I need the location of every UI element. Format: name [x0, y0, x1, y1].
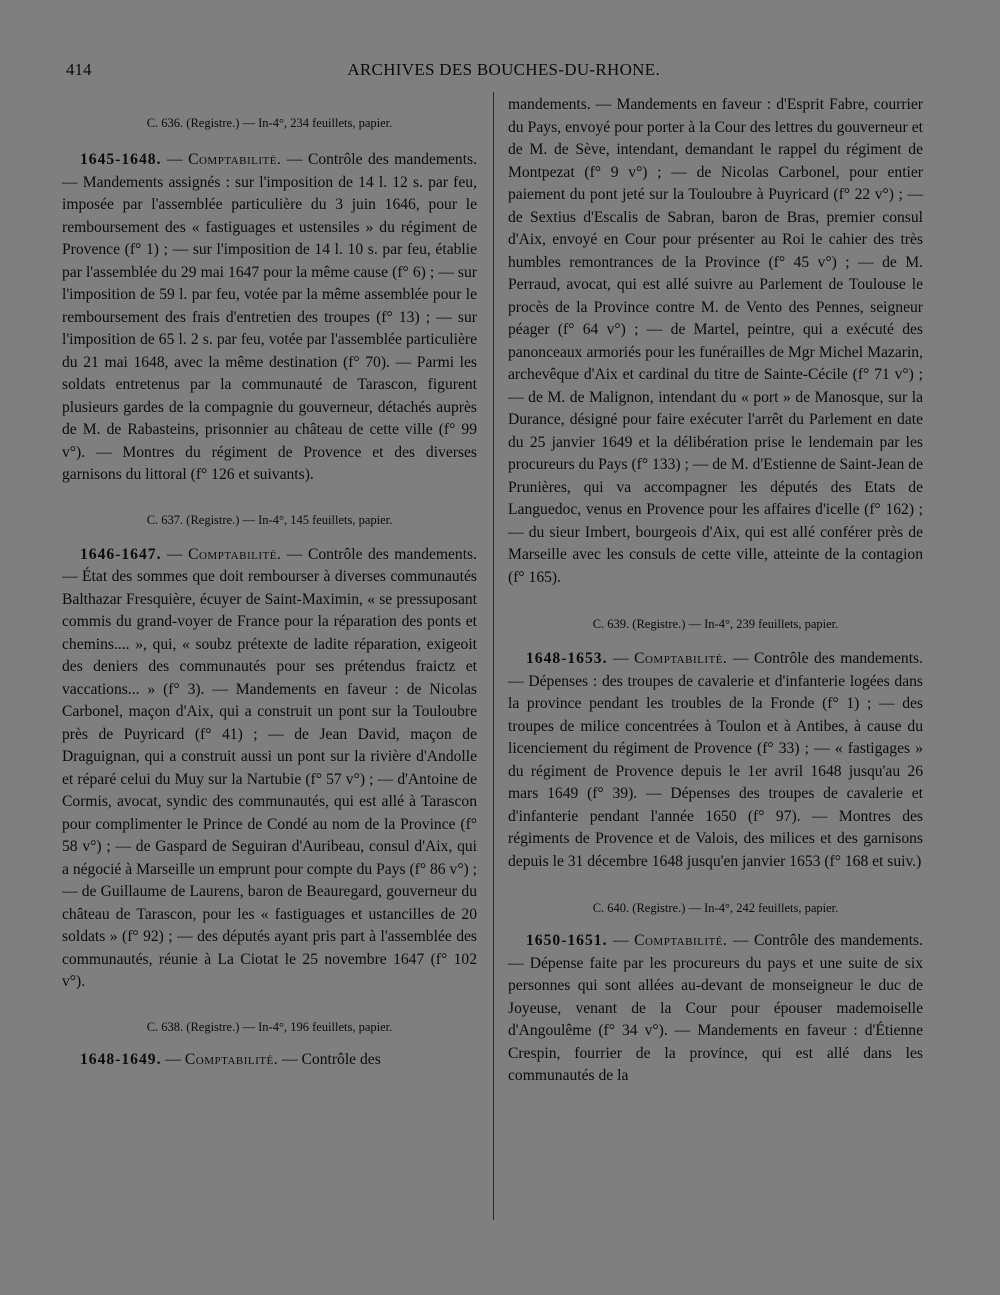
archive-entry: 1648-1649. — Comptabilité. — Contrôle des: [80, 1050, 381, 1068]
entry-category: Comptabilité.: [184, 1050, 279, 1068]
archive-reference: C. 636. (Registre.) — In-4°, 234 feuillets, papier.: [146, 116, 393, 130]
entry-text: — Contrôle des mandements. — État des sommes que doit rembourser à diverses communautés Balthazar Fresquière, écuyer de Saint-Maximin, « se pressuposant commis du grand-voyer de France pour la réparation des ponts et chemins.... », qui, « soubz prétexte de ladite réparation, exigeoit des deniers des communautés pour ses prétendus fraictz et vaccations... » (f° 3). — Mandements en faveur : de Nicolas Carbonel, maçon d'Aix, qui a construit un pont sur la Touloubre près de Puyricard (f° 41) ; — de Jean David, maçon de Draguignan, qui a construit aussi un pont sur la rivière d'Andolle et réparé celui du Muy sur la Nartubie (f° 57 v°) ; — d'Antoine de Cormis, avocat, syndic des communautés, qui est allé à Tarascon pour complimenter le Prince de Condé au nom de la Province (f° 58 v°) ; — de Gaspard de Seguiran d'Auribeau, consul d'Aix, qui a négocié à Marseille un emprunt pour compte du Pays (f° 86 v°) ; — de Guillaume de Laurens, baron de Beauregard, gouverneur du château de Tarascon, pour les « fastiguages et ustancilles de 20 soldats » (f° 92) ; — des députés ayant pris part à l'assemblée des communautés, réunie à La Ciotat le 25 novembre 1647 (f° 102 v°).: [62, 545, 478, 990]
entry-date: 1650-1651.: [526, 932, 608, 949]
running-title: ARCHIVES DES BOUCHES-DU-RHONE.: [347, 60, 660, 79]
archive-reference: C. 637. (Registre.) — In-4°, 145 feuillets, papier.: [146, 512, 393, 527]
archive-entry: 1645-1648. — Comptabilité. — Contrôle des mandements. — Mandements assignés : sur l'imposition de 14 l. 12 s. par feu, imposée par l'assemblée particulière du 3 juin 1646, pour le remboursement des « fastiguages et ustensiles » du régiment de Provence (f° 1) ; — sur l'imposition de 14 l. 10 s. par feu, établie par l'assemblée du 29 mai 1647 pour la même cause (f° 6) ; — sur l'imposition de 59 l. par feu, votée par la même assemblée pour le remboursement des frais d'entretien des troupes (f° 13) ; — sur l'imposition de 65 l. 2 s. par feu, votée par l'assemblée particulière du 21 mai 1648, avec la même destination (f° 70). — Parmi les soldats entretenus par la communauté de Tarascon, figurent plusieurs gardes de la compagnie du gouverneur, détachés auprès de M. de Rabasteins, prisonnier au château de cette ville (f° 99 v°). — Montres du régiment de Provence et des diverses garnisons du littoral (f° 126 et suivants).: [62, 151, 478, 483]
archive-entry: 1650-1651. — Comptabilité. — Contrôle des mandements. — Dépense faite par les procureurs du pays et une suite de six personnes qui sont allées au-devant de monseigneur le duc de Joyeuse, venant de la Cour pour épouser mademoiselle d'Angoulême (f° 34 v°). — Mandements en faveur : d'Étienne Crespin, fourrier de la province, qui est allé dans les communautés de la: [508, 932, 924, 1084]
entry-text: — Contrôle des mandements. — Dépenses : des troupes de cavalerie et d'infanterie logées dans la province pendant les troubles de la Fronde (f° 1) ; — des troupes de milice concentrées à Toulon et à Antibes, à cause du licenciement du régiment de Provence (f° 33) ; — « fastigages » du régiment de Provence depuis le 1er avril 1648 jusqu'au 26 mars 1649 (f° 39). — Dépenses des troupes de cavalerie et d'infanterie pendant l'année 1650 (f° 97). — Montres des régiments de Provence et de Valois, des milices et des garnisons depuis le 31 décembre 1648 jusqu'en janvier 1653 (f° 168 et suiv.): [508, 650, 924, 870]
entry-category: Comptabilité.: [188, 151, 282, 168]
entry-category: Comptabilité.: [188, 545, 282, 563]
entry-date: 1648-1649.: [80, 1050, 162, 1068]
entry-text: — Contrôle des mandements. — Mandements assignés : sur l'imposition de 14 l. 12 s. par feu, imposée par l'assemblée particulière du 3 juin 1646, pour le remboursement des « fastiguages et ustensiles » du régiment de Provence (f° 1) ; — sur l'imposition de 14 l. 10 s. par feu, établie par l'assemblée du 29 mai 1647 pour la même cause (f° 6) ; — sur l'imposition de 59 l. par feu, votée par la même assemblée pour le remboursement des frais d'entretien des troupes (f° 13) ; — sur l'imposition de 65 l. 2 s. par feu, votée par l'assemblée particulière du 21 mai 1648, avec la même destination (f° 70). — Parmi les soldats entretenus par la communauté de Tarascon, figurent plusieurs gardes de la compagnie du gouverneur, détachés auprès de M. de Rabasteins, prisonnier au château de cette ville (f° 99 v°). — Montres du régiment de Provence et des diverses garnisons du littoral (f° 126 et suivants).: [62, 151, 478, 483]
page-header: [66, 60, 660, 84]
archive-entry-continuation: mandements. — Mandements en faveur : d'Esprit Fabre, courrier du Pays, envoyé pour porter à la Cour des lettres du gouverneur et de M. de Sève, intendant, demandant le rappel du régiment de Montpezat (f° 9 v°) ; — de Nicolas Carbonel, pour entier paiement du pont jeté sur la Touloubre à Puyricard (f° 22 v°) ; — de Sextius d'Escalis de Sabran, baron de Bras, premier consul d'Aix, envoyé en Cour pour présenter au Roi le cahier des très humbles remontrances de la Province (f° 45 v°) ; — de M. Perraud, avocat, qui est allé suivre au Parlement de Toulouse le procès de la Province contre M. de Vento des Pennes, seigneur péager (f° 64 v°) ; — de Martel, peintre, qui a exécuté des panonceaux armoriés pour les funérailles de Mgr Michel Mazarin, archevêque d'Aix et cardinal du titre de Sainte-Cécile (f° 71 v°) ; — de M. de Malignon, intendant du « port » de Manosque, sur la Durance, désigné pour faire exécuter l'arrêt du Parlement en date du 25 janvier 1649 et la délibération prise le lendemain par les procureurs du Pays (f° 133) ; — de M. d'Estienne de Saint-Jean de Prunières, qui va accompagner les députés des Etats de Languedoc, venus en Provence pour les affaires d'icelle (f° 162) ; — du sieur Imbert, bourgeois d'Aix, qui est allé conférer près de Marseille avec les consuls de cette ville, atteinte de la contagion (f° 165).: [508, 96, 923, 586]
entry-text: — Contrôle des mandements. — Dépense faite par les procureurs du pays et une suite de six personnes qui sont allées au-devant de monseigneur le duc de Joyeuse, venant de la Cour pour épouser mademoiselle d'Angoulême (f° 34 v°). — Mandements en faveur : d'Étienne Crespin, fourrier de la province, qui est allé dans les communautés de la: [508, 932, 924, 1084]
entry-date: 1646-1647.: [80, 545, 162, 563]
entry-date: 1645-1648.: [80, 151, 162, 168]
entry-category: Comptabilité.: [634, 650, 728, 667]
archive-reference: C. 638. (Registre.) — In-4°, 196 feuillets, papier.: [146, 1019, 393, 1034]
archive-entry: 1646-1647. — Comptabilité. — Contrôle des mandements. — État des sommes que doit rembourser à diverses communautés Balthazar Fresquière, écuyer de Saint-Maximin, « se pressuposant commis du grand-voyer de France pour la réparation des ponts et chemins.... », qui, « soubz prétexte de ladite réparation, exigeoit des deniers des communautés pour ses prétendus fraictz et vaccations... » (f° 3). — Mandements en faveur : de Nicolas Carbonel, maçon d'Aix, qui a construit un pont sur la Touloubre près de Puyricard (f° 41) ; — de Jean David, maçon de Draguignan, qui a construit aussi un pont sur la rivière d'Andolle et réparé celui du Muy sur la Nartubie (f° 57 v°) ; — d'Antoine de Cormis, avocat, syndic des communautés, qui est allé à Tarascon pour complimenter le Prince de Condé au nom de la Province (f° 58 v°) ; — de Gaspard de Seguiran d'Auribeau, consul d'Aix, qui a négocié à Marseille un emprunt pour compte du Pays (f° 86 v°) ; — de Guillaume de Laurens, baron de Beauregard, gouverneur du château de Tarascon, pour les « fastiguages et ustancilles de 20 soldats » (f° 92) ; — des députés ayant pris part à l'assemblée des communautés, réunie à La Ciotat le 25 novembre 1647 (f° 102 v°).: [62, 545, 478, 990]
entry-text: — Contrôle des: [282, 1050, 381, 1068]
entry-category: Comptabilité.: [634, 932, 728, 949]
left-column: [62, 94, 477, 1071]
archive-entry: 1648-1653. — Comptabilité. — Contrôle des mandements. — Dépenses : des troupes de cavalerie et d'infanterie logées dans la province pendant les troubles de la Fronde (f° 1) ; — des troupes de milice concentrées à Toulon et à Antibes, à cause du licenciement du régiment de Provence (f° 33) ; — « fastigages » du régiment de Provence depuis le 1er avril 1648 jusqu'au 26 mars 1649 (f° 39). — Dépenses des troupes de cavalerie et d'infanterie pendant l'année 1650 (f° 97). — Montres des régiments de Provence et de Valois, des milices et des garnisons depuis le 31 décembre 1648 jusqu'en janvier 1653 (f° 168 et suiv.): [508, 650, 924, 870]
entry-date: 1648-1653.: [526, 650, 608, 667]
column-divider: [493, 92, 494, 1220]
archive-reference: C. 640. (Registre.) — In-4°, 242 feuillets, papier.: [592, 901, 839, 915]
archive-reference: C. 639. (Registre.) — In-4°, 239 feuillets, papier.: [592, 617, 839, 631]
page-number: 414: [66, 60, 92, 79]
right-column: [508, 94, 923, 1088]
